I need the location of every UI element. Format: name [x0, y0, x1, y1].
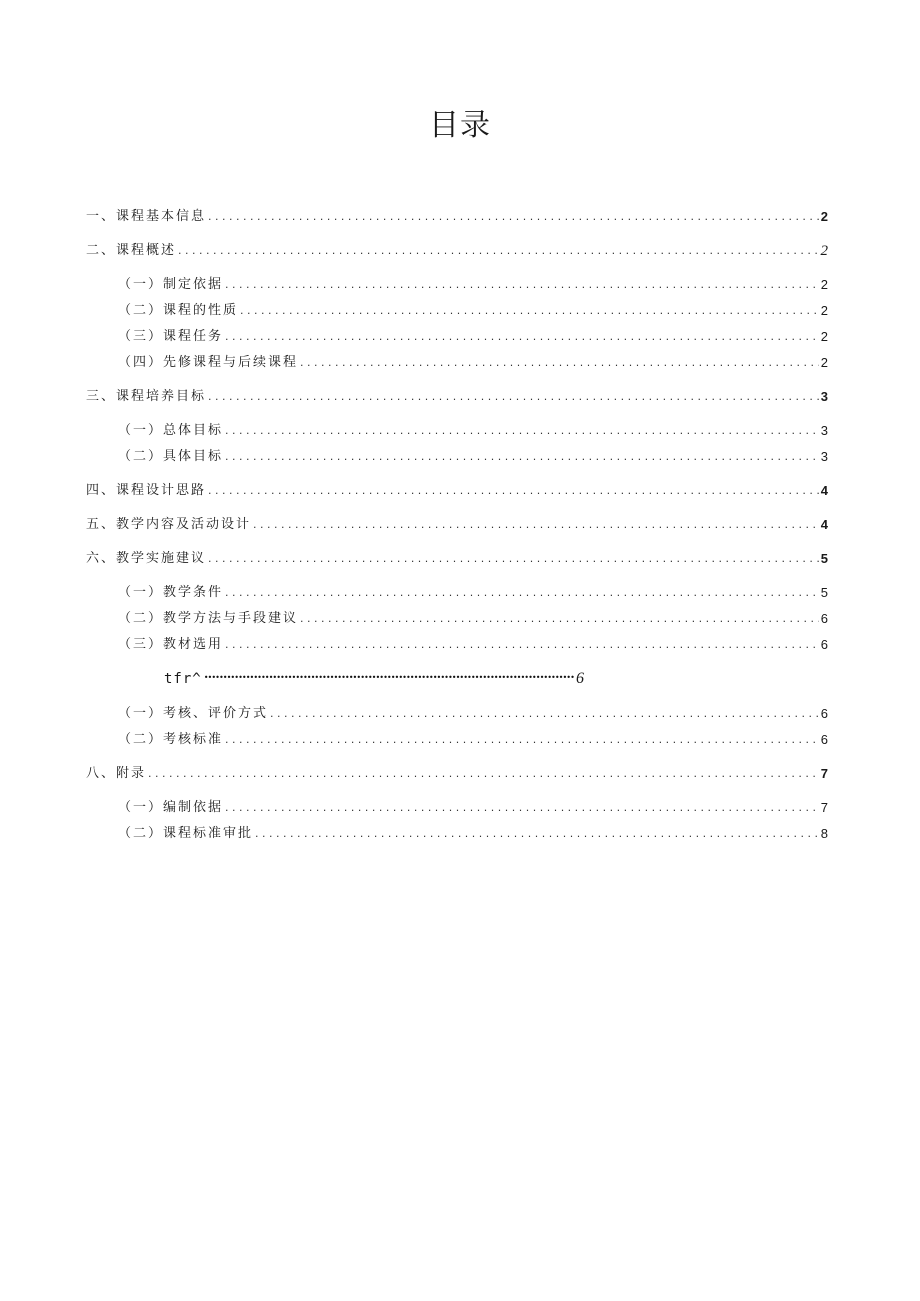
toc-entry[interactable] — [164, 669, 584, 689]
toc-dot-leader — [300, 353, 819, 373]
toc-page-number: 2 — [820, 209, 828, 224]
toc-entry-label: （一）编制依据 — [118, 800, 224, 815]
toc-dot-leader — [225, 275, 819, 295]
page-title: 目录 — [429, 108, 491, 143]
toc-page-number: 6 — [820, 637, 828, 652]
toc-entry[interactable] — [86, 481, 828, 501]
toc-entry[interactable] — [118, 353, 828, 373]
toc-entry[interactable] — [118, 447, 828, 467]
toc-dot-leader — [270, 704, 819, 724]
toc-dot-leader — [208, 481, 819, 501]
toc-entry[interactable] — [118, 583, 828, 603]
toc-entry[interactable] — [86, 515, 828, 535]
toc-entry[interactable] — [118, 824, 828, 844]
toc-dot-leader — [225, 421, 819, 441]
toc-entry[interactable] — [86, 387, 828, 407]
toc-entry-label: （二）考核标准 — [118, 732, 224, 747]
toc-dot-leader — [208, 387, 819, 407]
toc-dot-leader — [225, 730, 819, 750]
toc-page-number: 5 — [820, 585, 828, 600]
toc-entry[interactable] — [118, 704, 828, 724]
toc-page-number: 6 — [820, 611, 828, 626]
toc-page-number: 2 — [820, 277, 828, 292]
toc-page-number: 3 — [820, 449, 828, 464]
toc-entry[interactable] — [118, 609, 828, 629]
toc-dot-leader — [208, 549, 819, 569]
toc-page-number: 3 — [820, 423, 828, 438]
toc-dot-leader — [225, 447, 819, 467]
toc-dot-leader — [240, 301, 819, 321]
toc-page-number: 7 — [820, 800, 828, 815]
toc-entry-label: 八、附录 — [86, 766, 147, 781]
toc-dot-leader — [148, 764, 819, 784]
toc-page-number: 2 — [820, 355, 828, 370]
toc-entry-label: （二）课程标准审批 — [118, 826, 254, 841]
toc-entry-label: （二）具体目标 — [118, 449, 224, 464]
toc-entry[interactable] — [118, 635, 828, 655]
toc-entry-label: 五、教学内容及活动设计 — [86, 517, 252, 532]
toc-entry-label: （二）课程的性质 — [118, 303, 239, 318]
toc-entry-label: tfr^ — [164, 671, 202, 687]
toc-dot-leader — [253, 515, 819, 535]
toc-entry-label: （一）教学条件 — [118, 585, 224, 600]
toc-entry-label: （一）总体目标 — [118, 423, 224, 438]
toc-page-number: 5 — [820, 551, 828, 566]
toc-entry[interactable] — [118, 275, 828, 295]
toc-entry-label: （一）考核、评价方式 — [118, 706, 269, 721]
toc-entry[interactable] — [86, 764, 828, 784]
toc-entry-label: 四、课程设计思路 — [86, 483, 207, 498]
toc-page-number: 6 — [820, 706, 828, 721]
toc-page-number: 8 — [820, 826, 828, 841]
toc-dot-leader — [204, 669, 574, 689]
toc-dot-leader — [225, 635, 819, 655]
toc-entry[interactable] — [86, 549, 828, 569]
toc-page-number: 6 — [576, 670, 584, 687]
toc-entry[interactable] — [118, 730, 828, 750]
toc-entry[interactable] — [86, 241, 828, 261]
toc-entry-label: （三）课程任务 — [118, 329, 224, 344]
toc-entry-label: （四）先修课程与后续课程 — [118, 355, 299, 370]
toc-dot-leader — [300, 609, 819, 629]
toc-entry-label: （一）制定依据 — [118, 277, 224, 292]
toc-entry[interactable] — [118, 301, 828, 321]
toc-page-number: 3 — [820, 389, 828, 404]
toc-entry-label: 三、课程培养目标 — [86, 389, 207, 404]
toc-page-number: 2 — [820, 243, 828, 259]
toc-dot-leader — [255, 824, 819, 844]
toc-entry[interactable] — [118, 421, 828, 441]
toc-dot-leader — [225, 583, 819, 603]
toc-dot-leader — [208, 207, 819, 227]
toc-entry-label: 一、课程基本信息 — [86, 209, 207, 224]
toc-dot-leader — [225, 798, 819, 818]
toc-entry[interactable] — [118, 798, 828, 818]
toc-entry[interactable] — [118, 327, 828, 347]
toc-entry-label: （二）教学方法与手段建议 — [118, 611, 299, 626]
toc-entry-label: 二、课程概述 — [86, 243, 177, 258]
toc-entry[interactable] — [86, 207, 828, 227]
toc-page-number: 2 — [820, 329, 828, 344]
toc-page-number: 6 — [820, 732, 828, 747]
toc-page-number: 4 — [820, 517, 828, 532]
toc-entry-label: 六、教学实施建议 — [86, 551, 207, 566]
toc-page-number: 7 — [820, 766, 828, 781]
toc-entry-label: （三）教材选用 — [118, 637, 224, 652]
toc-dot-leader — [225, 327, 819, 347]
toc-page-number: 4 — [820, 483, 828, 498]
toc-dot-leader — [178, 241, 818, 261]
toc-page-number: 2 — [820, 303, 828, 318]
